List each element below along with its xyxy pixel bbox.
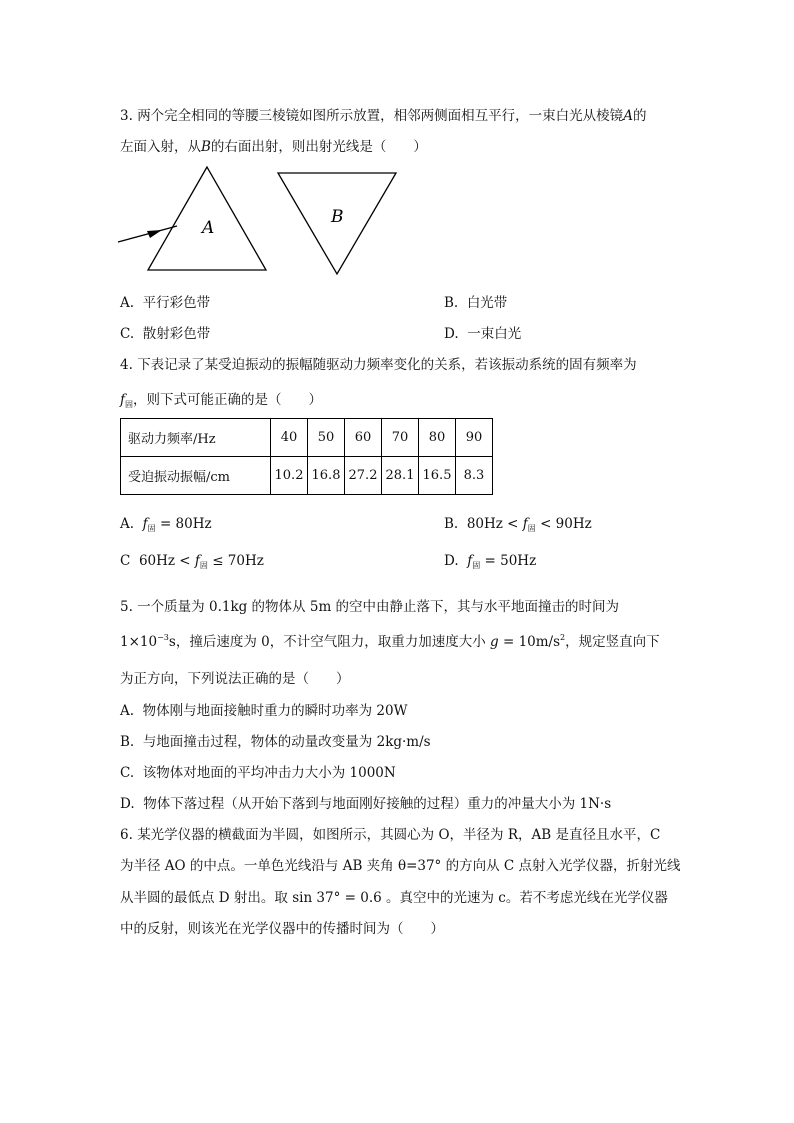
q5-option-c [120,761,396,781]
q6-text-line2: 为半径 AO 的中点。一单色光线沿与 AB 夹角 θ=37° 的方向从 C 点射入光学仪器，折射光线 [120,858,681,874]
table-cell: 40 [271,419,308,457]
q3-option-d-text: 一束白光 [467,326,522,342]
q4-option-d-expr: = 50Hz [484,553,537,569]
q6-text-line4: 中的反射，则该光在光学仪器中的传播时间为（ ） [120,921,444,937]
q6-text-line3: 从半圆的最低点 D 射出。取 sin 37° = 0.6 。真空中的光速为 c。若不考虑光线在光学仪器 [120,890,668,906]
q4-option-b-pre: 80Hz < [466,516,519,532]
table-cell: 16.5 [419,457,456,495]
q5-text-line2-end: ，规定竖直向下 [565,634,660,650]
q3-option-c-text: 散射彩色带 [142,326,211,342]
q4-option-c-letter: C [120,553,131,569]
q6-text-line1: 某光学仪器的横截面为半圆，如图所示，其圆心为 O，半径为 R，AB 是直径且水平，C [137,827,661,843]
q5-line1 [120,595,619,615]
g-symbol: g [490,634,499,650]
q3-text-line1: 两个完全相同的等腰三棱镜如图所示放置，相邻两侧面相互平行，一束白光从棱镜 [137,108,624,124]
q3-option-b [444,291,507,311]
q5-time-exponent: −3 [157,633,169,642]
table-header-frequency: 驱动力频率/Hz [121,419,271,457]
q3-line2 [120,135,427,155]
q4-number: 4. [120,357,133,373]
f-subscript: 固 [527,524,536,533]
f-subscript: 固 [147,524,156,533]
q3-option-b-text: 白光带 [466,295,508,311]
q3-option-c-letter: C. [120,326,135,342]
q3-option-a-text: 平行彩色带 [142,295,211,311]
q4-option-a-letter: A. [120,516,135,532]
q5-text-line2-mid: ，撞后速度为 0，不计空气阻力，取重力加速度大小 [175,634,486,650]
q3-option-a-letter: A. [120,295,135,311]
q5-time-base: 1×10 [120,634,158,650]
q3-text-line2-pre: 左面入射，从 [120,139,201,155]
q5-time-unit: s [168,634,176,650]
q4-option-a [120,516,212,534]
q4-line1 [120,353,637,373]
q4-option-d [444,553,536,571]
table-row-amplitude [121,457,493,495]
f-symbol: f [142,516,148,532]
q5-option-b [120,730,431,750]
q5-option-c-letter: C. [120,765,135,781]
q5-option-b-text: 与地面撞击过程，物体的动量改变量为 2kg·m/s [142,734,431,750]
table-header-amplitude: 受迫振动振幅/cm [121,457,271,495]
table-cell: 90 [456,419,493,457]
table-cell: 28.1 [382,457,419,495]
ray-arrow-icon [147,230,162,238]
q5-text-line3: 为正方向，下列说法正确的是（ ） [120,671,350,687]
q5-option-d-text: 物体下落过程（从开始下落到与地面刚好接触的过程）重力的冲量大小为 1N·s [143,796,612,812]
q3-option-a [120,291,210,311]
q3-prism-b-ref: B [201,139,211,155]
amplitude-frequency-table [120,418,493,495]
g-exponent: 2 [560,633,566,642]
q3-option-b-letter: B. [444,295,459,311]
table-cell: 70 [382,419,419,457]
q5-line3 [120,667,350,687]
q4-option-a-expr: = 80Hz [159,516,212,532]
table-cell: 60 [345,419,382,457]
f-natural-subscript: 固 [125,400,133,409]
f-subscript: 固 [199,561,208,570]
prism-a-triangle [148,167,266,270]
q6-line4 [120,917,444,937]
q5-option-c-text: 该物体对地面的平均冲击力大小为 1000N [142,765,396,781]
prism-b-label: B [331,207,344,227]
q4-option-b [444,516,592,534]
q5-text-line1: 一个质量为 0.1kg 的物体从 5m 的空中由静止落下，其与水平地面撞击的时间为 [137,599,620,615]
q4-option-c [120,553,264,571]
q4-text-line2: ，则下式可能正确的是（ ） [133,392,322,408]
q3-option-d [444,322,521,342]
q6-number: 6. [120,827,133,843]
q6-line2 [120,854,681,874]
table-cell: 50 [308,419,345,457]
q3-number: 3. [120,108,133,124]
q4-line2 [120,388,322,410]
q5-option-d [120,792,611,812]
q3-prism-a-ref: A [623,108,633,124]
table-row-frequency [121,419,493,457]
incident-ray [118,226,177,242]
prism-a-label: A [202,218,215,238]
q6-line3 [120,886,668,906]
q3-text-line2-post: 的右面出射，则出射光线是（ ） [210,139,427,155]
q3-line1 [120,104,646,124]
f-subscript: 固 [472,561,481,570]
f-symbol: f [194,553,200,569]
f-symbol: f [522,516,528,532]
q4-option-b-post: < 90Hz [540,516,592,532]
q5-number: 5. [120,599,133,615]
q5-option-d-letter: D. [120,796,135,812]
table-cell: 8.3 [456,457,493,495]
q4-option-d-letter: D. [444,553,459,569]
q4-option-c-pre: 60Hz < [138,553,191,569]
q3-text-line1-end: 的 [632,108,647,124]
q3-option-d-letter: D. [444,326,459,342]
q4-option-b-letter: B. [444,516,459,532]
q5-option-a [120,699,408,719]
table-cell: 27.2 [345,457,382,495]
q3-option-c [120,322,210,342]
q5-option-b-letter: B. [120,734,135,750]
table-cell: 10.2 [271,457,308,495]
q4-option-c-post: ≤ 70Hz [212,553,264,569]
q4-text-line1: 下表记录了某受迫振动的振幅随驱动力频率变化的关系，若该振动系统的固有频率为 [137,357,637,373]
table-cell: 16.8 [308,457,345,495]
g-value: = 10m/s [498,634,561,650]
prism-b-triangle [278,173,396,274]
q6-line1 [120,823,660,843]
f-natural-symbol: f [120,392,125,408]
f-symbol: f [467,553,473,569]
q5-line2 [120,630,660,650]
table-cell: 80 [419,419,456,457]
q5-option-a-letter: A. [120,703,135,719]
q5-option-a-text: 物体刚与地面接触时重力的瞬时功率为 20W [142,703,408,719]
